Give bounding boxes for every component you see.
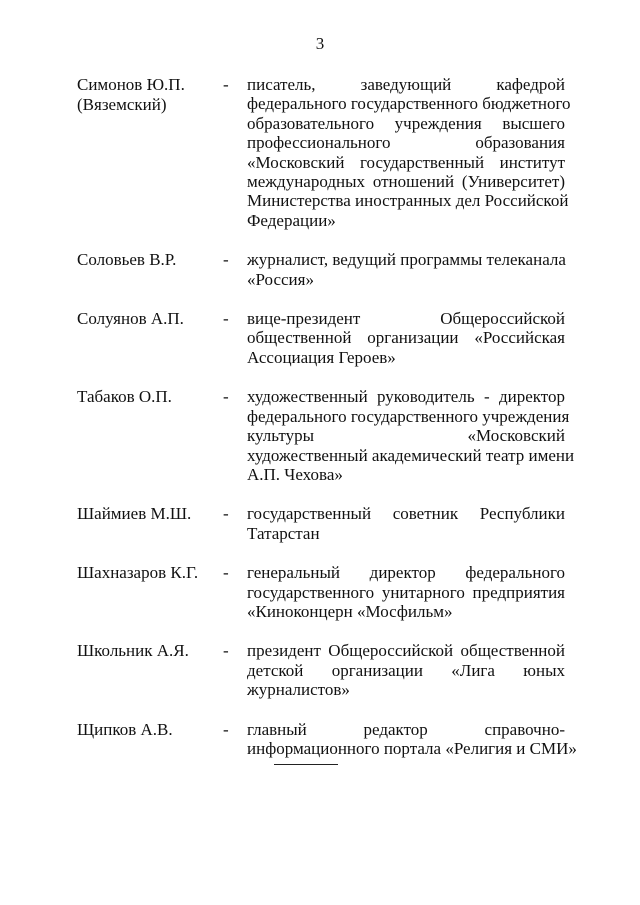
list-entry xyxy=(77,309,566,367)
description-line: общественной организации «Российская xyxy=(247,328,565,348)
separator-dash: - xyxy=(223,387,229,407)
member-name-line: Школьник А.Я. xyxy=(77,641,189,661)
member-name xyxy=(77,563,223,583)
separator-dash: - xyxy=(223,309,229,329)
member-list xyxy=(77,75,577,778)
description-line: государственного унитарного предприятия xyxy=(247,582,565,602)
description-line: международных отношений (Университет) xyxy=(247,172,565,192)
description-line: генеральный директор федерального xyxy=(247,563,565,583)
separator-dash: - xyxy=(223,641,229,661)
description-line: писатель, заведующий кафедрой xyxy=(247,75,565,94)
member-name xyxy=(77,75,223,115)
description-line: Ассоциация Героев» xyxy=(247,347,396,367)
list-entry xyxy=(77,719,577,759)
member-name xyxy=(77,309,223,329)
member-name xyxy=(77,720,223,740)
member-name-line: Щипков А.В. xyxy=(77,719,173,739)
member-description xyxy=(247,504,565,543)
description-line: «Киноконцерн «Мосфильм» xyxy=(247,601,453,621)
description-line: государственный советник Республики xyxy=(247,504,565,524)
member-description xyxy=(247,75,571,230)
description-line: образовательного учреждения высшего xyxy=(247,113,565,133)
description-line: Федерации» xyxy=(247,210,336,230)
separator-dash: - xyxy=(223,250,229,270)
end-rule xyxy=(274,764,338,765)
description-line: федерального государственного учреждения xyxy=(247,406,570,426)
member-description xyxy=(247,309,565,367)
description-line: художественный академический театр имени xyxy=(247,445,575,465)
separator-dash: - xyxy=(223,563,229,583)
list-entry xyxy=(77,504,566,543)
list-entry xyxy=(77,563,566,621)
description-line: А.П. Чехова» xyxy=(247,464,343,484)
member-name xyxy=(77,504,223,524)
list-entry xyxy=(77,250,566,289)
member-name-line: Симонов Ю.П. xyxy=(77,75,185,94)
description-line: художественный руководитель - директор xyxy=(247,387,565,407)
member-name-line: Шахназаров К.Г. xyxy=(77,563,199,583)
page-number: 3 xyxy=(315,34,325,53)
member-description xyxy=(247,387,575,484)
description-line: культуры «Московский xyxy=(247,426,565,446)
list-entry xyxy=(77,75,571,230)
member-name xyxy=(77,387,223,407)
description-line: «Россия» xyxy=(247,269,314,289)
description-line: Татарстан xyxy=(247,523,320,543)
member-description xyxy=(247,563,565,621)
separator-dash: - xyxy=(223,75,229,94)
description-line: детской организации «Лига юных xyxy=(247,660,565,680)
description-line: Министерства иностранных дел Российской xyxy=(247,191,569,211)
description-line: журналистов» xyxy=(247,680,350,700)
description-line: информационного портала «Религия и СМИ» xyxy=(247,738,577,758)
description-line: профессионального образования xyxy=(247,133,565,153)
description-line: президент Общероссийской общественной xyxy=(247,641,565,661)
description-line: журналист, ведущий программы телеканала xyxy=(247,250,566,270)
description-line: вице-президент Общероссийской xyxy=(247,309,565,329)
member-name-line: Соловьев В.Р. xyxy=(77,250,177,270)
member-description xyxy=(247,250,565,289)
description-line: «Московский государственный институт xyxy=(247,152,565,172)
description-line: федерального государственного бюджетного xyxy=(247,94,571,114)
list-entry xyxy=(77,641,566,699)
member-name xyxy=(77,641,223,661)
separator-dash: - xyxy=(223,719,229,739)
description-line: главный редактор справочно- xyxy=(247,719,565,739)
member-description xyxy=(247,719,577,759)
member-name-line: Шаймиев М.Ш. xyxy=(77,504,192,524)
member-name-line: (Вяземский) xyxy=(77,95,167,114)
member-name xyxy=(77,250,223,270)
member-description xyxy=(247,641,565,699)
member-name-line: Табаков О.П. xyxy=(77,387,172,407)
list-entry xyxy=(77,387,575,484)
member-name-line: Солуянов А.П. xyxy=(77,309,184,329)
separator-dash: - xyxy=(223,504,229,524)
